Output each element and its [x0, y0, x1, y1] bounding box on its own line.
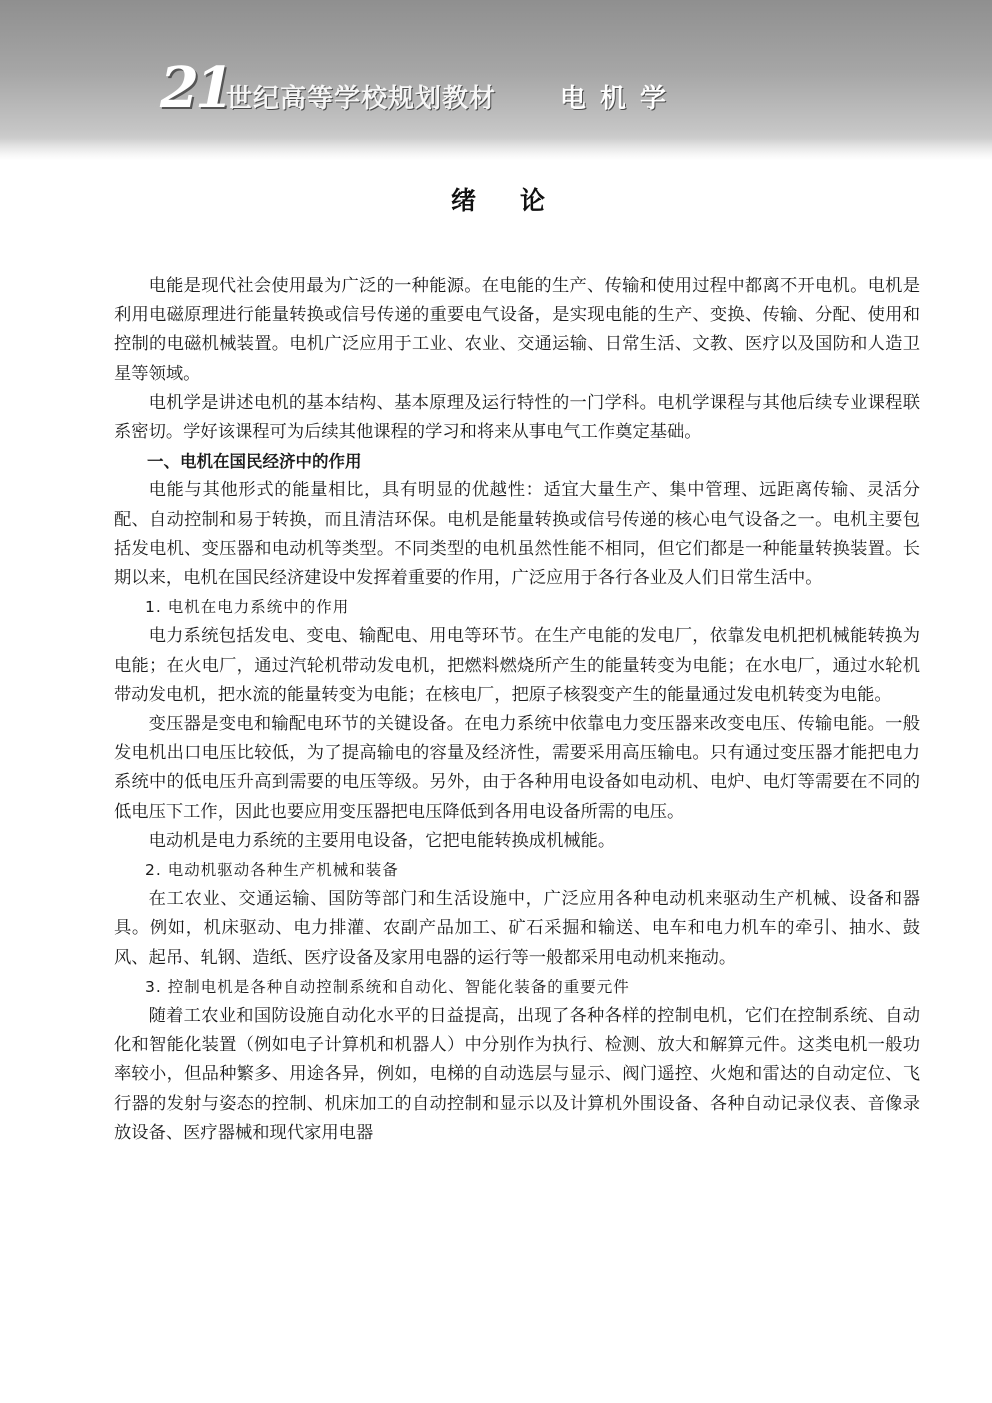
series-title: 世纪高等学校规划教材 — [226, 84, 497, 114]
paragraph: 在工农业、交通运输、国防等部门和生活设施中，广泛应用各种电动机来驱动生产机械、设备和器具。例如，机床驱动、电力排灌、农副产品加工、矿石采掘和输送、电车和电力机车的牵引、抽水、鼓风、起吊、轧钢、造纸、医疗设备及家用电器的运行等一般都采用电动机来拖动。 — [114, 889, 920, 968]
section-heading: 一、电机在国民经济中的作用 — [147, 452, 362, 472]
body-text — [114, 272, 920, 1148]
subsection-heading: 3. 控制电机是各种自动控制系统和自动化、智能化装备的重要元件 — [145, 977, 630, 996]
chapter-title: 绪论 — [450, 186, 589, 215]
book-title: 电机学 — [560, 84, 681, 114]
paragraph: 电机学是讲述电机的基本结构、基本原理及运行特性的一门学科。电机学课程与其他后续专业课程联系密切。学好该课程可为后续其他课程的学习和将来从事电气工作奠定基础。 — [114, 392, 920, 443]
paragraph: 电能是现代社会使用最为广泛的一种能源。在电能的生产、传输和使用过程中都离不开电机。电机是利用电磁原理进行能量转换或信号传递的重要电气设备，是实现电能的生产、变换、传输、分配、使用和控制的电磁机械装置。电机广泛应用于工业、农业、交通运输、日常生活、文教、医疗以及国防和人造卫星等领域。 — [114, 276, 920, 384]
paragraph: 电力系统包括发电、变电、输配电、用电等环节。在生产电能的发电厂，依靠发电机把机械能转换为电能；在火电厂，通过汽轮机带动发电机，把燃料燃烧所产生的能量转变为电能；在水电厂，通过水轮机带动发电机，把水流的能量转变为电能；在核电厂，把原子核裂变产生的能量通过发电机转变为电能。 — [114, 626, 920, 705]
running-header — [0, 0, 992, 160]
series-number-logo: 21 — [160, 55, 230, 121]
paragraph: 变压器是变电和输配电环节的关键设备。在电力系统中依靠电力变压器来改变电压、传输电能。一般发电机出口电压比较低，为了提高输电的容量及经济性，需要采用高压输电。只有通过变压器才能把电力系统中的低电压升高到需要的电压等级。另外，由于各种用电设备如电动机、电炉、电灯等需要在不同的低电压下工作，因此也要应用变压器把电压降低到各用电设备所需的电压。 — [114, 714, 920, 822]
subsection-heading: 2. 电动机驱动各种生产机械和装备 — [145, 861, 399, 880]
paragraph: 电动机是电力系统的主要用电设备，它把电能转换成机械能。 — [148, 830, 616, 851]
paragraph: 随着工农业和国防设施自动化水平的日益提高，出现了各种各样的控制电机，它们在控制系统、自动化和智能化装置（例如电子计算机和机器人）中分别作为执行、检测、放大和解算元件。这类电机一般功率较小，但品种繁多、用途各异，例如，电梯的自动选层与显示、阀门遥控、火炮和雷达的自动定位、飞行器的发射与姿态的控制、机床加工的自动控制和显示以及计算机外围设备、各种自动记录仪表、音像录放设备、医疗器械和现代家用电器 — [114, 1006, 920, 1143]
subsection-heading: 1. 电机在电力系统中的作用 — [145, 598, 350, 617]
paragraph: 电能与其他形式的能量相比，具有明显的优越性：适宜大量生产、集中管理、远距离传输、灵活分配、自动控制和易于转换，而且清洁环保。电机是能量转换或信号传递的核心电气设备之一。电机主要包括发电机、变压器和电动机等类型。不同类型的电机虽然性能不相同，但它们都是一种能量转换装置。长期以来，电机在国民经济建设中发挥着重要的作用，广泛应用于各行各业及人们日常生活中。 — [114, 480, 920, 589]
